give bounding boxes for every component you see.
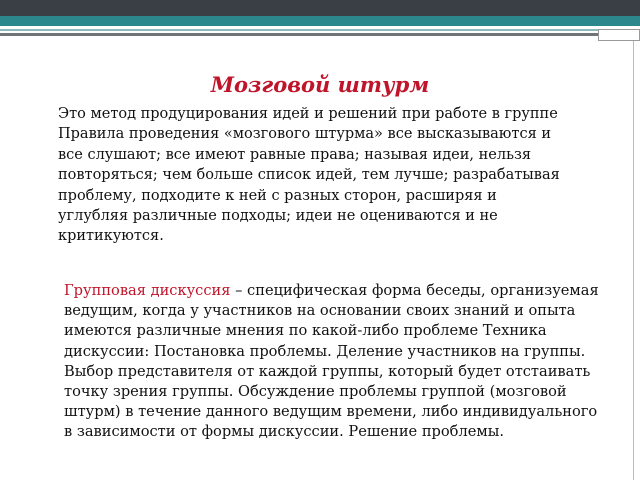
- header-line-gray: [0, 33, 598, 36]
- slide-title: Мозговой штурм: [210, 72, 430, 97]
- header-tab-box: [598, 29, 640, 41]
- group-discussion-term: Групповая дискуссия: [64, 282, 236, 299]
- right-border-line: [633, 41, 634, 480]
- group-discussion-paragraph: [64, 281, 604, 443]
- header-line-light: [0, 29, 640, 31]
- header-band-teal: [0, 16, 640, 26]
- brainstorm-paragraph: Это метод продуцирования идей и решений при работе в группе Правила проведения «мозгового штурма» все высказываются и все слушают; все имеют равные права; называя идеи, нельзя повторяться; чем больше список идей, тем лучше; разрабатывая проблему, подходите к ней с разных сторон, расширяя и углубляя различные подходы; идеи не оцениваются и не критикуются.: [58, 106, 560, 245]
- header-band-dark: [0, 0, 640, 16]
- group-discussion-text: – специфическая форма беседы, организуемая ведущим, когда у участников на основании своих знаний и опыта имеются различные мнения по какой-либо проблеме Техника дискуссии: Постановка проблемы. Деление участников на группы. Выбор представителя от каждой группы, который будет отстаивать точку зрения группы. Обсуждение проблемы группой (мозговой штурм) в течение данного ведущим времени, либо индивидуального в зависимости от формы дискуссии. Решение проблемы.: [64, 282, 599, 441]
